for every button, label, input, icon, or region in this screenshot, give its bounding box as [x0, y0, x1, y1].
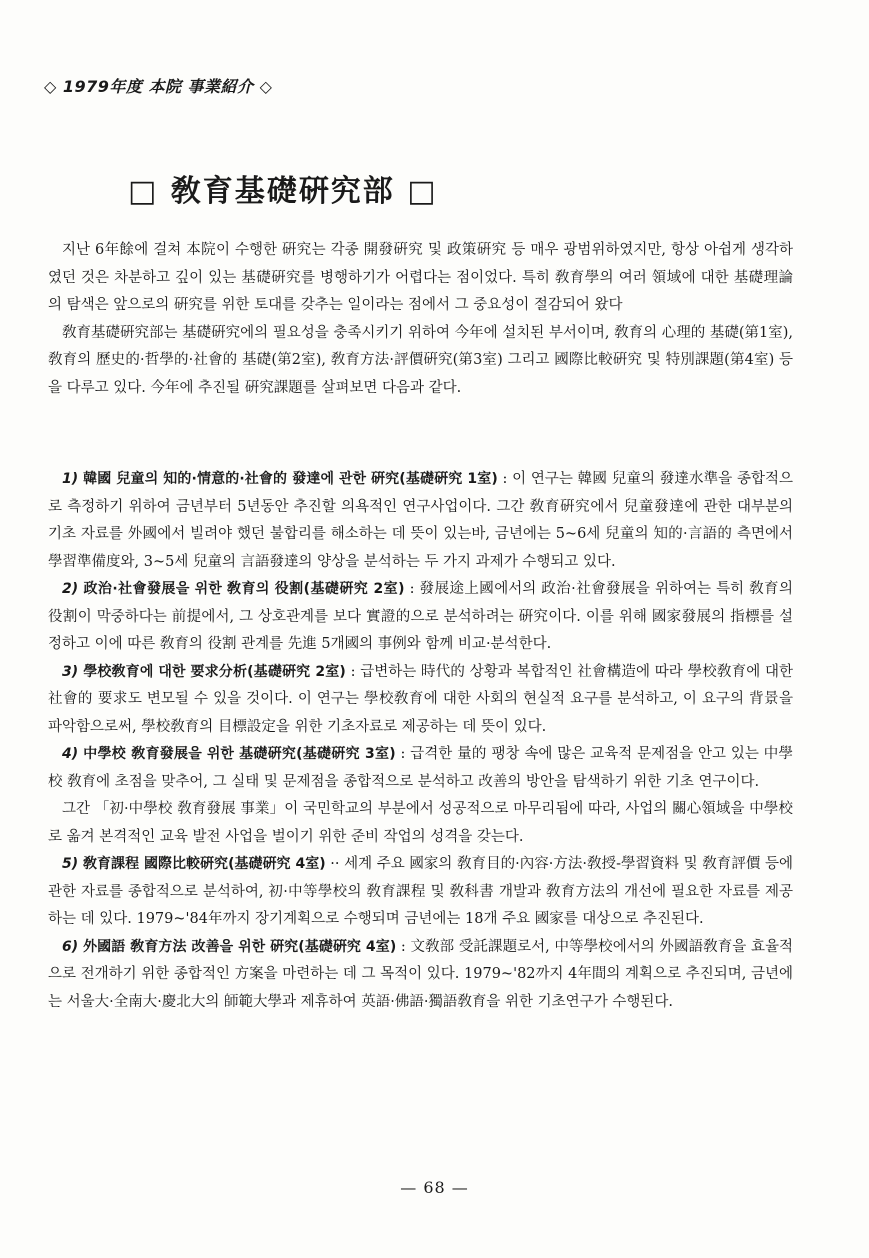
project-heading: 6) 外國語 敎育方法 改善을 위한 硏究(基礎硏究 4室)	[62, 938, 397, 955]
project-heading: 3) 學校敎育에 대한 要求分析(基礎硏究 2室)	[62, 663, 346, 680]
project-heading: 2) 政治·社會發展을 위한 敎育의 役割(基礎硏究 2室)	[62, 581, 405, 597]
intro-text	[48, 237, 793, 402]
project-description: 급변하는 時代的 상황과 복합적인 社會構造에 따라 學校敎育에 대한 社會的 要求도 변모될 수 있을 것이다. 이 연구는 學校敎育에 대한 사회의 현실적 요구를 분석하고, 이 요구의 背景을 파악함으로써, 學校敎育의 目標設定을 위한 기초자료로 제공하는 데 뜻이 있다.	[48, 663, 794, 735]
project-heading: 1) 韓國 兒童의 知的·情意的·社會的 發達에 관한 硏究(基礎硏究 1室)	[62, 471, 498, 487]
project-description: 세계 주요 國家의 敎育目的·內容·方法·敎授-學習資料 및 敎育評價 등에 관한 자료를 종합적으로 분석하여, 初·中等學校의 敎育課程 및 敎科書 개발과 敎育方法의 개선에 필요한 자료를 제공하는 데 있다. 1979~'84年까지 장기계획으로 수행되며 금년에는 18개 주요 國家를 대상으로 추진된다.	[48, 856, 793, 927]
project-heading: 4) 中學校 敎育發展을 위한 基礎硏究(基礎硏究 3室)	[62, 746, 396, 762]
project-description: 發展途上國에서의 政治·社會發展을 위하여는 특히 敎育의 役割이 막중하다는 前提에서, 그 상호관계를 보다 實證的으로 분석하려는 硏究이다. 이를 위해 國家發展의 指標를 설정하고 이에 따른 敎育의 役割 관계를 先進 5개國의 事例와 함께 비교·분석한다.	[48, 581, 794, 652]
project-heading: 5) 敎育課程 國際比較硏究(基礎硏究 4室)	[62, 856, 326, 872]
project-description: 급격한 量的 팽창 속에 많은 교육적 문제점을 안고 있는 中學校 敎育에 초점을 맞추어, 그 실태 및 문제점을 종합적으로 분석하고 改善의 방안을 탐색하기 위한 기초 연구이다.	[48, 746, 793, 790]
project-description: 그간 「初·中學校 敎育發展 事業」이 국민학교의 부분에서 성공적으로 마무리됨에 따라, 사업의 關心領域을 中學校로 옮겨 본격적인 교육 발전 사업을 벌이기 위한 준비 작업의 성격을 갖는다.	[48, 801, 793, 845]
project-item: 2) 政治·社會發展을 위한 敎育의 役割(基礎硏究 2室) : 發展途上國에서의 政治·社會發展을 위하여는 특히 敎育의 役割이 막중하다는 前提에서, 그 상호관계를 보다 實證的으로 분석하려는 硏究이다. 이를 위해 國家發展의 指標를 설정하고 이에 따른 敎育의 役割 관계를 先進 5개國의 事例와 함께 비교·분석한다.	[48, 581, 794, 652]
project-item: 1) 韓國 兒童의 知的·情意的·社會的 發達에 관한 硏究(基礎硏究 1室) : 이 연구는 韓國 兒童의 發達水準을 종합적으로 측정하기 위하여 금년부터 5년동안 추진할 의욕적인 연구사업이다. 그간 敎育硏究에서 兒童發達에 관한 대부분의 기초 자료를 外國에서 빌려야 했던 불합리를 해소하는 데 뜻이 있는바, 금년에는 5~6세 兒童의 知的·言語的 측면에서 學習準備度와, 3~5세 兒童의 言語發達의 양상을 분석하는 두 가지 과제가 수행되고 있다.	[48, 471, 794, 570]
project-item: 3) 學校敎育에 대한 要求分析(基礎硏究 2室) : 급변하는 時代的 상황과 복합적인 社會構造에 따라 學校敎育에 대한 社會的 要求도 변모될 수 있을 것이다. 이 연구는 學校敎育에 대한 사회의 현실적 요구를 분석하고, 이 요구의 背景을 파악함으로써, 學校敎育의 目標設定을 위한 기초자료로 제공하는 데 뜻이 있다.	[48, 663, 794, 735]
project-item: 5) 敎育課程 國際比較硏究(基礎硏究 4室) ·· 세계 주요 國家의 敎育目的·內容·方法·敎授-學習資料 및 敎育評價 등에 관한 자료를 종합적으로 분석하여, 初·中等學校의 敎育課程 및 敎科書 개발과 敎育方法의 개선에 필요한 자료를 제공하는 데 있다. 1979~'84年까지 장기계획으로 수행되며 금년에는 18개 주요 國家를 대상으로 추진된다.	[48, 856, 793, 927]
page-number: — 68 —	[400, 1178, 469, 1197]
project-description: 이 연구는 韓國 兒童의 發達水準을 종합적으로 측정하기 위하여 금년부터 5년동안 추진할 의욕적인 연구사업이다. 그간 敎育硏究에서 兒童發達에 관한 대부분의 기초 자료를 外國에서 빌려야 했던 불합리를 해소하는 데 뜻이 있는바, 금년에는 5~6세 兒童의 知的·言語的 측면에서 學習準備度와, 3~5세 兒童의 言語發達의 양상을 분석하는 두 가지 과제가 수행되고 있다.	[48, 471, 794, 570]
research-projects	[48, 466, 793, 1016]
page-header: ◇ 1979年度 本院 事業紹介 ◇	[44, 77, 273, 96]
project-description: 文敎部 受託課題로서, 中等學校에서의 外國語敎育을 효율적으로 전개하기 위한 종합적인 方案을 마련하는 데 그 목적이 있다. 1979~'82까지 4年間의 계획으로 추진되며, 금년에는 서울大·全南大·慶北大의 師範大學과 제휴하여 英語·佛語·獨語敎育을 위한 기초연구가 수행된다.	[48, 938, 794, 1010]
intro-paragraph: 지난 6年餘에 걸쳐 本院이 수행한 硏究는 각종 開發硏究 및 政策硏究 등 매우 광범위하였지만, 항상 아쉽게 생각하였던 것은 차분하고 깊이 있는 基礎硏究를 병행하기가 어렵다는 점이었다. 특히 敎育學의 여러 領域에 대한 基礎理論의 탐색은 앞으로의 硏究를 위한 토대를 갖추는 일이라는 점에서 그 중요성이 절감되어 왔다	[48, 242, 793, 313]
project-item: 6) 外國語 敎育方法 改善을 위한 硏究(基礎硏究 4室) : 文敎部 受託課題로서, 中等學校에서의 外國語敎育을 효율적으로 전개하기 위한 종합적인 方案을 마련하는 데 그 목적이 있다. 1979~'82까지 4年間의 계획으로 추진되며, 금년에는 서울大·全南大·慶北大의 師範大學과 제휴하여 英語·佛語·獨語敎育을 위한 기초연구가 수행된다.	[48, 938, 794, 1010]
project-continuation	[48, 796, 793, 851]
project-item: 4) 中學校 敎育發展을 위한 基礎硏究(基礎硏究 3室) : 급격한 量的 팽창 속에 많은 교육적 문제점을 안고 있는 中學校 敎育에 초점을 맞추어, 그 실태 및 문제점을 종합적으로 분석하고 改善의 방안을 탐색하기 위한 기초 연구이다.	[48, 746, 793, 790]
section-title: □ 敎育基礎硏究部 □	[128, 174, 438, 209]
intro-paragraph: 敎育基礎硏究部는 基礎硏究에의 필요성을 충족시키기 위하여 今年에 설치된 부서이며, 敎育의 心理的 基礎(第1室), 敎育의 歷史的·哲學的·社會的 基礎(第2室), 敎育方法·評價硏究(第3室) 그리고 國際比較硏究 및 特別課題(第4室) 등을 다루고 있다. 今年에 추진될 硏究課題를 살펴보면 다음과 같다.	[48, 324, 794, 396]
